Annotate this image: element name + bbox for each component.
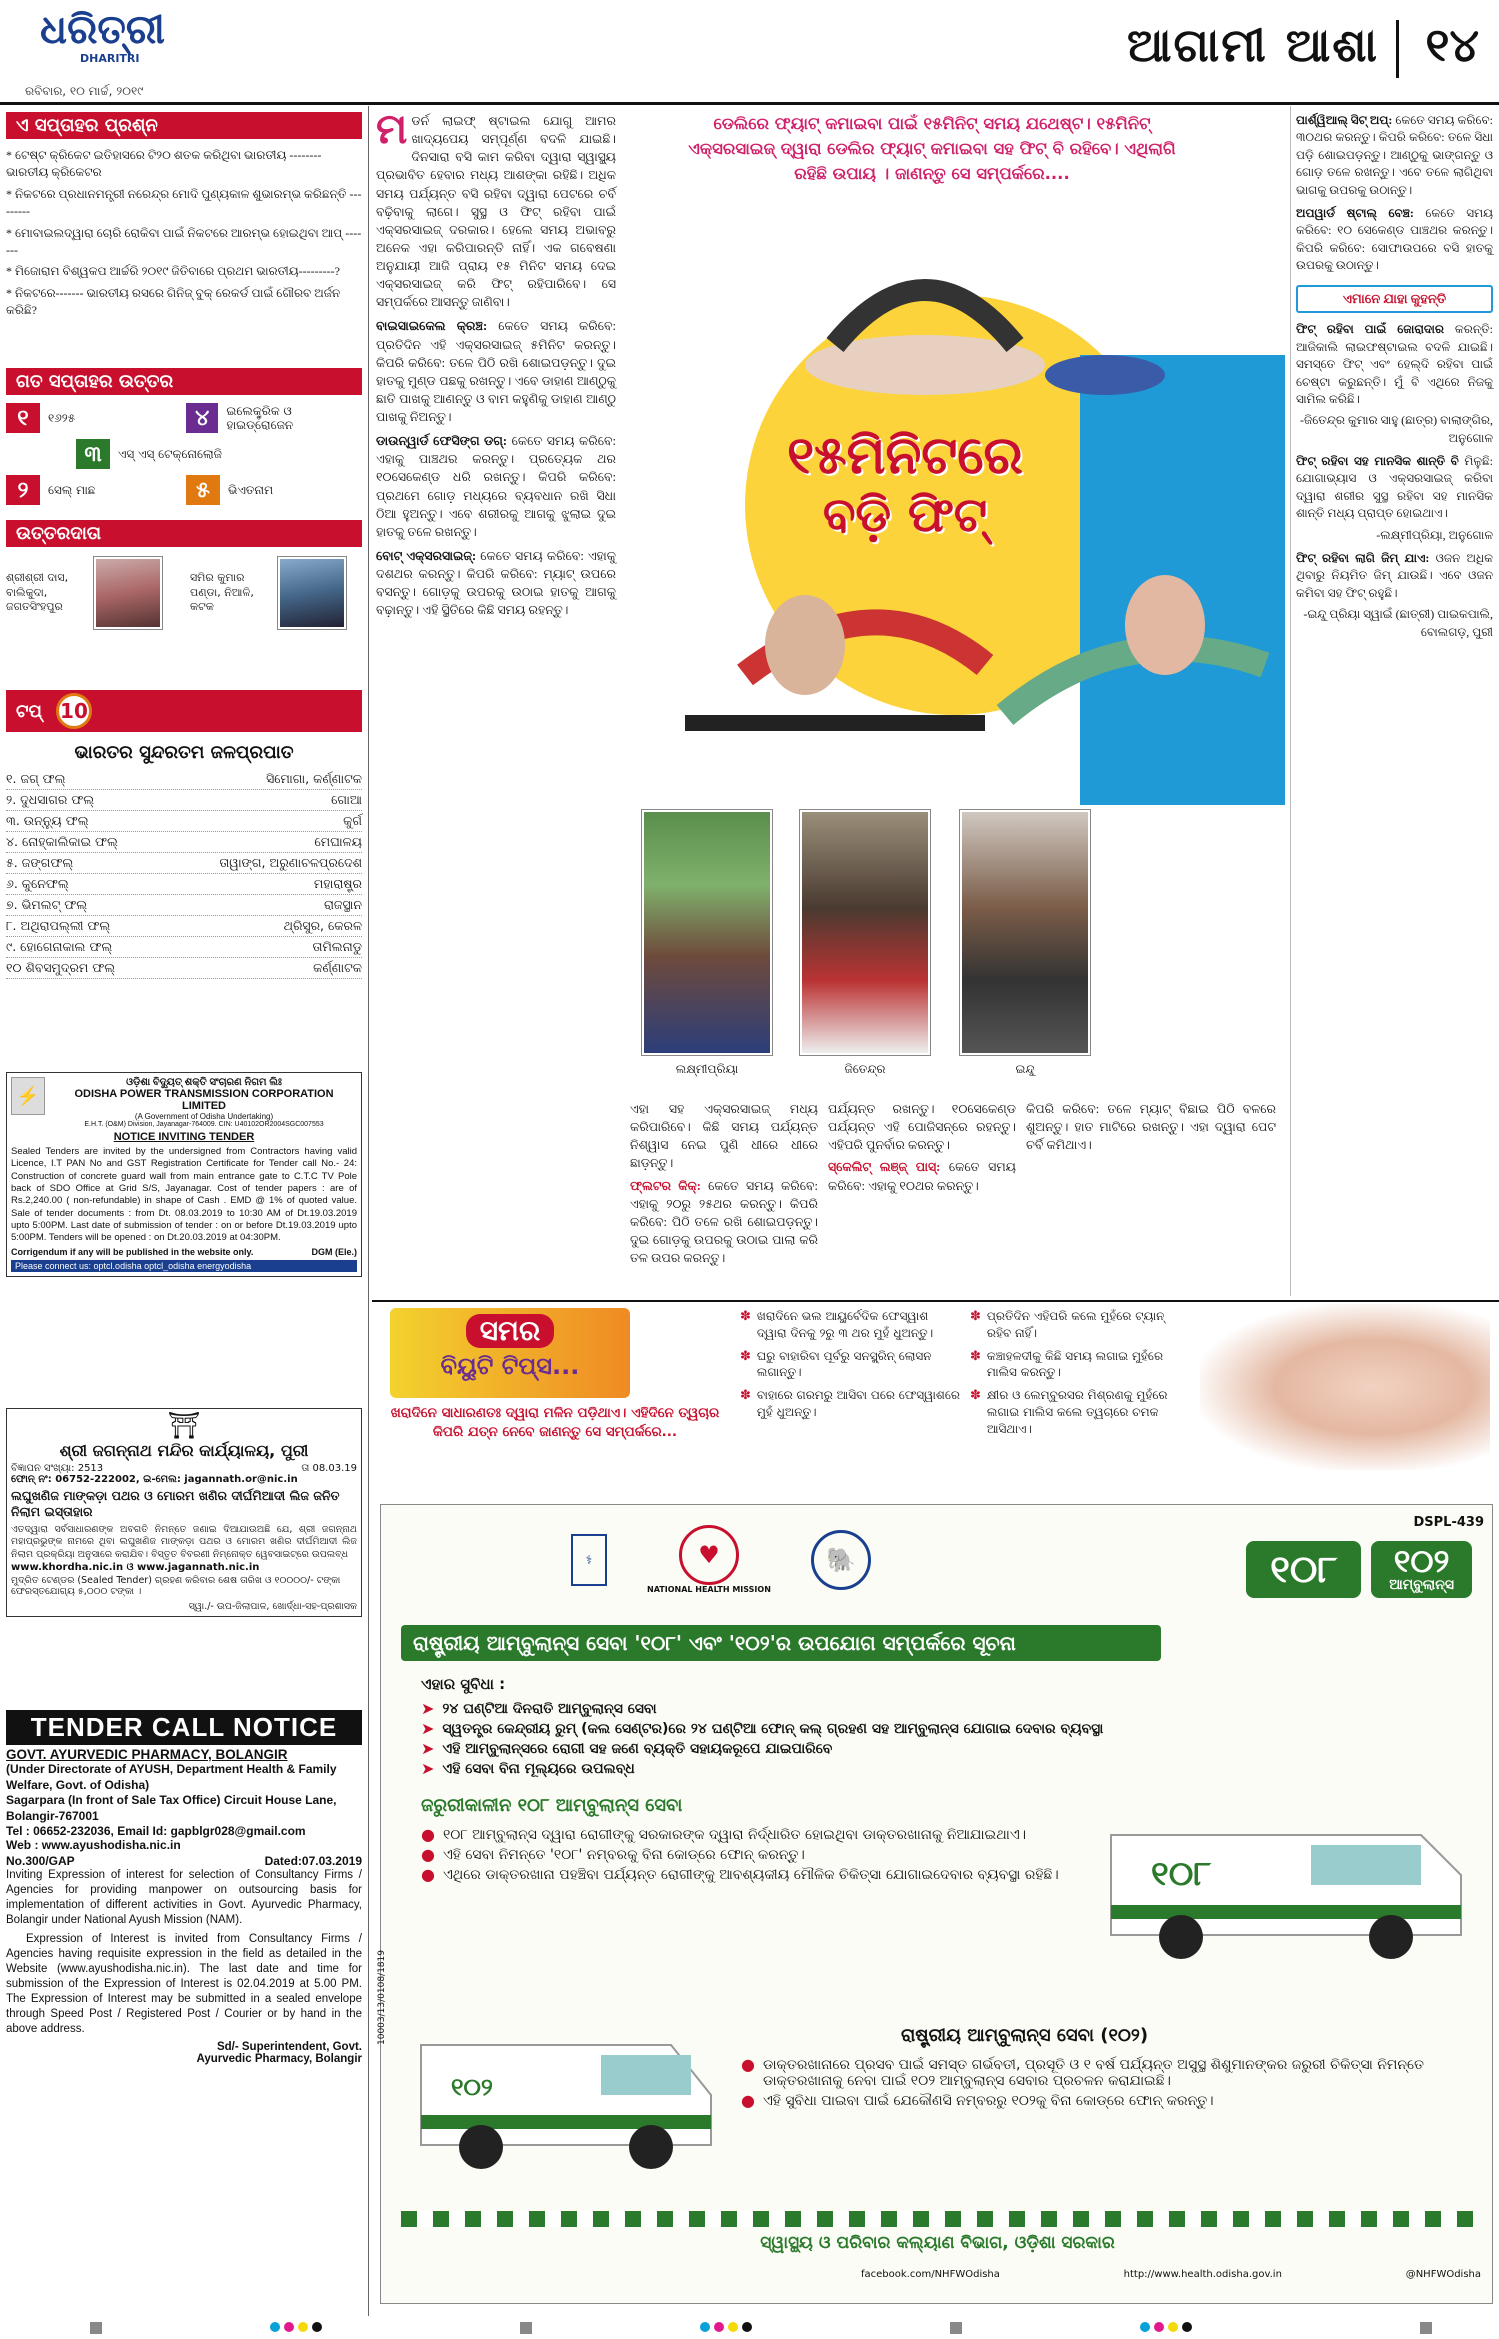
waterfall-name: ୬. କୁନେଫଲ୍ (6, 876, 69, 891)
top10-header (6, 690, 362, 732)
waterfall-place: ତାୱାଙ୍ଗ, ଅରୁଣାଚଳପ୍ରଦେଶ (219, 855, 362, 870)
answer-number: ୪ (186, 403, 218, 433)
winners-header: ଉତ୍ତରଦାତା (6, 520, 362, 547)
registration-mark (950, 2322, 962, 2334)
tip-text: ପ୍ରତିଦିନ ଏହିପରି କଲେ ମୁହଁରେ ଟ୍ୟାନ୍ ରହିବ ନାହିଁ। (986, 1309, 1165, 1340)
tender-contact: Tel : 06652-232036, Email Id: gapblgr028@gmail.com (6, 1824, 306, 1839)
tip-bullet-icon: ✽ (740, 1388, 751, 1404)
tender-no: No.300/GAP (6, 1854, 75, 1869)
ambulance-102-icon (401, 1985, 731, 2185)
answer-item (186, 475, 356, 505)
ad-features-head: ଏହାର ସୁବିଧା : (421, 1675, 506, 1693)
subhead: ଫ୍ଲଟର କିକ୍: (630, 1178, 701, 1193)
speaker-photos (640, 810, 1110, 1090)
bullet-icon: ● (421, 1825, 435, 1844)
top10-row (6, 937, 362, 958)
quiz-section (6, 112, 362, 324)
tender-signer1: Sd/- Superintendent, Govt. (216, 2040, 362, 2053)
tender-web: Web : www.ayushodisha.nic.in (6, 1838, 181, 1853)
ad-footer: ସ୍ୱାସ୍ଥ୍ୟ ଓ ପରିବାର କଲ୍ୟାଣ ବିଭାଗ, ଓଡ଼ିଶା ସରକାର (760, 2233, 1115, 2253)
answer-number: ୧ (6, 403, 40, 433)
article-text: କେତେ ସମୟ କରିବେ: ଏହାକୁ ୧୦ଥର କରନ୍ତୁ। (828, 1160, 1016, 1193)
website-link[interactable]: http://www.health.odisha.gov.in (1123, 2269, 1282, 2280)
quiz-header: ଏ ସପ୍ତାହର ପ୍ରଶ୍ନ (6, 112, 362, 139)
bullet-icon: ● (741, 2091, 755, 2110)
ad-feature (421, 1721, 1201, 1737)
tip-bullet-icon: ✽ (970, 1309, 981, 1324)
optcl-title: NOTICE INVITING TENDER (113, 1131, 255, 1143)
beauty-tip (970, 1387, 1190, 1437)
tender-addr: Sagarpara (In front of Sale Tax Office) Circuit House Lane, Bolangir-767001 (6, 1793, 337, 1823)
article-text: କେତେ ସମୟ କରିବେ: ଏହାକୁ ପାଞ୍ଚଥର କରନ୍ତୁ। ପ୍ରତ୍ୟେକ ଥର ୧୦ସେକେଣ୍ଡ ଧରି ରଖନ୍ତୁ। କିପରି କରିବେ: ପ୍ରଥମେ ଗୋଡ଼ ମଧ୍ୟରେ ବ୍ୟବଧାନ ରଖି ସିଧା ଠିଆ ହୁଅନ୍ତୁ। ଏବେ ଶରୀରକୁ ଆଗକୁ ଝୁଲାଇ ଦୁଇ ହାତକୁ ତଳେ ରଖନ୍ତୁ। (376, 434, 617, 539)
registration-mark (1420, 2322, 1432, 2334)
top10-row (6, 853, 362, 874)
answer-item (186, 403, 356, 433)
optcl-tender (6, 1072, 362, 1277)
winners-section (6, 520, 362, 629)
health-ad (377, 1504, 1493, 2304)
top10-row (6, 958, 362, 979)
waterfall-name: ୮. ଅଥିରାପଲ୍ଲୀ ଫଲ୍ (6, 918, 111, 933)
jagannath-notice (6, 1408, 362, 1617)
answers-header: ଗତ ସପ୍ତାହର ଉତ୍ତର (6, 368, 362, 395)
ad-emergency-text: ଏଥିରେ ଡାକ୍ତରଖାନା ପହଞ୍ଚିବା ପର୍ଯ୍ୟନ୍ତ ରୋଗୀଙ୍କୁ ଆବଶ୍ୟକୀୟ ମୌଳିକ ଚିକିତ୍ସା ଯୋଗାଇଦେବାର ବ୍ୟବସ୍ଥା ରହିଛି। (442, 1867, 1059, 1883)
article-col3 (828, 1100, 1016, 1195)
bullet-icon: ● (741, 2055, 755, 2074)
speaker-caption: ଲକ୍ଷ୍ମୀପ୍ରିୟା (675, 1062, 739, 1076)
quiz-question: * ନିକଟରେ------- ଭାରତୀୟ ରସରେ ଗିନିଜ୍ ବୁକ୍ ରେକର୍ଡ ପାଇଁ ଗୌରବ ଅର୍ଜନ କରିଛି? (6, 285, 341, 318)
answers-grid (6, 403, 362, 513)
jagannath-heading: ଲଘୁଖଣିଜ ମାଙ୍କଡ଼ା ପଥର ଓ ମୋରମ ଖଣିର ଦୀର୍ଘମିଆଦୀ ଲିଜ ଜନିତ ନିଲାମ ଇସ୍ତାହାର (11, 1488, 340, 1520)
jagannath-date: ତା 08.03.19 (301, 1463, 357, 1474)
article-text: କେତେ ସମୟ କରିବେ: ଏହାକୁ ଦଶଥର କରନ୍ତୁ। କିପରି କରିବେ: ମ୍ୟାଟ୍ ଉପରେ ବସନ୍ତୁ। ଗୋଡ଼କୁ ଉପରକୁ ଉଠାଇ ହାତକୁ ଆଗକୁ ବଢ଼ାନ୍ତୁ। ଏହି ସ୍ଥିତିରେ କିଛି ସମୟ ରହନ୍ତୁ। (376, 548, 617, 618)
quote-head: ଫିଟ୍ ରହିବା ସହ ମାନସିକ ଶାନ୍ତି ବି (1296, 454, 1459, 469)
logo (40, 6, 240, 80)
jagannath-sealed: ମୁଦ୍ରିତ ଟେଣ୍ଡର (Sealed Tender) ଗ୍ରହଣ କରିବାର ଶେଷ ତାରିଖ ଓ ୧୦୦୦୦/- ଟଙ୍କା ଫେରସ୍ତଯୋଗ୍ୟ ୫,୦୦୦ ଟଙ୍କା । (11, 1574, 341, 1597)
badge-108: ୧୦୮ (1246, 1541, 1361, 1598)
beauty-title-box (390, 1308, 630, 1398)
date-line: ରବିବାର, ୧୦ ମାର୍ଚ୍ଚ, ୨୦୧୯ (25, 84, 144, 98)
jagannath-contact: ଫୋନ୍ ନଂ: 06752-222002, ଇ-ମେଲ: jagannath.or@nic.in (11, 1474, 298, 1485)
optcl-body: Sealed Tenders are invited by the undersigned from Contractors having valid Licence, I.T PAN No and GST Registration Certificate for Tender call No.- 24: Construction of concrete guard wall from main entrance gate to C.T.C TV Pole back of SDO Office at Grid S/S, Jayanagar. Cost of tender papers : are of Rs.2,240.00 ( non-refundable) in shape of Cash . EMD @ 1% of quoted value. Sale of tender documents : from Dt. 08.03.2019 to 10:30 AM of Dt.19.03.2019 upto 5:00PM. Last date of submission of tender : on or before Dt.19.03.2019 upto 5:00PM. Tenders will be opened : on Dt.20.03.2019 at 04:30PM. (11, 1146, 357, 1244)
winner-photo (94, 557, 162, 629)
ad-102-list (741, 2053, 1461, 2113)
waterfall-place: କର୍ଣ୍ଣାଟକ (313, 960, 362, 975)
subhead: ବୋଟ୍ ଏକ୍ସରସାଇଜ୍: (376, 548, 477, 563)
quote-text: କରନ୍ତି: ଆଜିକାଲି ଲାଇଫଷ୍ଟାଇଲ ବଦଳି ଯାଇଛି। ସମସ୍ତେ ଫିଟ୍ ଏବଂ ହେଲ୍ଦି ରହିବା ପାଇଁ ଚେଷ୍ଟା କରୁଛନ୍ତି। ମୁଁ ବି ଏଥିରେ ନିଜକୁ ସାମିଲ କରିଛି। (1296, 322, 1494, 406)
waterfall-name: ୯. ହୋଗେନାକାଲ ଫଲ୍ (6, 939, 113, 954)
waterfall-place: ସିମୋଗା, କର୍ଣ୍ଣାଟକ (266, 771, 362, 786)
bullet-icon: ● (421, 1865, 435, 1884)
winner-photo (278, 557, 346, 629)
ad-feature (421, 1741, 1201, 1757)
answer-text: ଇଲେକ୍ଟ୍ରିକ ଓ ହାଇଡ୍ରୋଜେନ (226, 403, 294, 432)
quote-text: ମିଳୁଛି: ଯୋଗାଭ୍ୟାସ ଓ ଏକ୍ସରସାଇଜ୍ କରିବା ଦ୍ୱାରା ଶରୀର ସୁସ୍ଥ ରହିବା ସହ ମାନସିକ ଶାନ୍ତି ମଧ୍ୟ ପ୍ରାପ୍ତ ହୋଇଥାଏ। (1296, 454, 1494, 521)
ad-side-code: 10003/13/0108/1819 (377, 1950, 387, 2045)
top10-subtitle: ଭାରତର ସୁନ୍ଦରତମ ଜଳପ୍ରପାତ (74, 742, 294, 763)
speaker-photo (960, 810, 1090, 1055)
waterfall-name: ୩. ଉନ୍ନ୍ୟୁ ଫଲ୍ (6, 813, 89, 828)
beauty-model-photo (1200, 1304, 1490, 1470)
top10-row (6, 916, 362, 937)
registration-mark (90, 2322, 102, 2334)
arrow-icon: ➤ (421, 1699, 435, 1718)
answer-item (6, 403, 176, 433)
top10-row (6, 769, 362, 790)
hero-graphic (625, 195, 1285, 805)
tender-under: (Under Directorate of AYUSH, Department Health & Family Welfare, Govt. of Odisha) (6, 1762, 337, 1792)
tip-text: ବାହାରେ ଗରମରୁ ଆସିବା ପରେ ଫେସ୍‌ୱାଶରେ ମୁହଁ ଧୁଅନ୍ତୁ। (756, 1388, 960, 1419)
tender-body2: Expression of Interest is invited from Consultancy Firms / Agencies having requisite expression in the field as detailed in the Website (www.ayushodisha.nic.in). The last date and time for submission of the Expression of Interest is 02.04.2019 at 5.00 PM. The Expression of Interest may be submitted in a sealed envelope through Speed Post / Registered Post / Courier or by hand in the above address. (6, 1933, 362, 2035)
article-col2 (630, 1100, 818, 1267)
tender-org: GOVT. AYURVEDIC PHARMACY, BOLANGIR (6, 1747, 288, 1762)
quiz-question: * ମିଜୋରାମ ବିଶ୍ୱକପ ଆର୍ଚ୍ଚରି ୨୦୧୯ ଜିତିବାରେ ପ୍ରଥମ ଭାରତୀୟ---------? (6, 264, 340, 279)
beauty-title2: ବିୟୁଟି ଟିପ୍ସ... (440, 1352, 580, 1380)
color-dots (270, 2322, 322, 2332)
logo-sub: DHARITRI (80, 52, 140, 65)
quotes-tag: ଏମାନେ ଯାହା କୁହନ୍ତି (1296, 285, 1493, 314)
badge-102 (1371, 1541, 1472, 1598)
optcl-org: ODISHA POWER TRANSMISSION CORPORATION LIMITED (74, 1088, 334, 1112)
top10-list (6, 769, 362, 979)
waterfall-name: ୧୦ ଶିବସମୁଦ୍ରମ ଫଲ୍ (6, 960, 116, 975)
ambulance-108-icon (1091, 1765, 1481, 1965)
waterfall-name: ୨. ଦୁଧସାଗର ଫଲ୍ (6, 792, 95, 807)
tip-text: କଞ୍ଚାହଳଦୀକୁ କିଛି ସମୟ ଲଗାଇ ମୁହଁରେ ମାଲିସ କରନ୍ତୁ। (986, 1348, 1164, 1380)
article-text: ଏହା ସହ ଏକ୍ସରସାଇଜ୍ ମଧ୍ୟ କରିପାରିବେ। କିଛି ସମୟ ପର୍ଯ୍ୟନ୍ତ ନିଶ୍ୱାସ ନେଇ ପୁଣି ଧୀରେ ଧୀରେ ଛାଡ଼ନ୍ତୁ। (630, 1102, 818, 1171)
tip-text: କ୍ଷୀର ଓ ଲେମ୍ବୁରସର ମିଶ୍ରଣକୁ ମୁହଁରେ ଲଗାଇ ମାଲିସ କଲେ ତ୍ୱଚାରେ ଚମକ ଆସିଥାଏ। (986, 1388, 1168, 1436)
ambulance-102-image (401, 1985, 731, 2185)
headline-line1: ୧୫ମିନିଟରେ (787, 425, 1023, 486)
ad-code: DSPL-439 (1413, 1515, 1484, 1530)
ad-102-item (741, 2093, 1461, 2109)
ad-emergency-text: ଏହି ସେବା ନିମନ୍ତେ '୧୦୮' ନମ୍ବରକୁ ବିନା କୋଡ୍‌ରେ ଫୋନ୍ କରନ୍ତୁ। (442, 1847, 805, 1863)
jagannath-web: www.khordha.nic.in ଓ www.jagannath.nic.in (11, 1561, 260, 1573)
tip-bullet-icon: ✽ (970, 1348, 981, 1364)
ad-102-text: ଏହି ସୁବିଧା ପାଇବା ପାଇଁ ଯେକୌଣସି ନମ୍ବରରୁ ୧୦୨କୁ ବିନା କୋଡ୍‌ରେ ଫୋନ୍ କରନ୍ତୁ। (762, 2093, 1214, 2109)
top10-row (6, 811, 362, 832)
ad-emergency-text: ୧୦୮ ଆମ୍ବୁଲାନ୍ସ ଦ୍ୱାରା ରୋଗୀଙ୍କୁ ସରକାରଙ୍କ ଦ୍ୱାରା ନିର୍ଦ୍ଧାରିତ ହୋଇଥିବା ଡାକ୍ତରଖାନାକୁ ନିଆଯାଇଥାଏ। (442, 1827, 1026, 1843)
arrow-icon: ➤ (421, 1719, 435, 1738)
speaker-photo (800, 810, 930, 1055)
badge-102-num: ୧୦୨ (1393, 1542, 1450, 1580)
ad-102-item (741, 2057, 1461, 2089)
speaker-caption: ଇନ୍ଦୁ (1015, 1062, 1035, 1076)
waterfall-name: ୧. ଜଗ୍ ଫଲ୍ (6, 771, 66, 786)
tip-bullet-icon: ✽ (740, 1309, 751, 1324)
top10-row (6, 895, 362, 916)
waterfall-place: ତାମିଲନାଡୁ (312, 939, 362, 954)
facebook-link[interactable]: facebook.com/NHFWOdisha (861, 2269, 1000, 2280)
waterfall-name: ୭. ଭିମଲଟ୍ ଫଲ୍ (6, 897, 88, 912)
article-text: କିପରି କରିବେ: ତଳେ ମ୍ୟାଟ୍ ବିଛାଇ ପିଠି ବଳରେ ଶୁଅନ୍ତୁ। ହାତ ମାଟିରେ ରଖନ୍ତୁ। ଏହା ଦ୍ୱାରା ପେଟ ଚର୍ବି କମିଥାଏ। (1026, 1102, 1276, 1153)
ad-title: ରାଷ୍ଟ୍ରୀୟ ଆମ୍ବୁଲାନ୍ସ ସେବା '୧୦୮' ଏବଂ '୧୦୨'ର ଉପଯୋଗ ସମ୍ପର୍କରେ ସୂଚନା (401, 1625, 1161, 1661)
tender-title: TENDER CALL NOTICE (6, 1710, 362, 1745)
article-text: କେତେ ସମୟ କରିବେ: ପ୍ରତିଦିନ ଏହି ଏକ୍ସରସାଇଜ୍ ୫ମିନିଟ କରନ୍ତୁ। କିପରି କରିବେ: ତଳେ ପିଠି ରଖି ଶୋଇପଡ଼ନ୍ତୁ। ଦୁଇ ହାତକୁ ମୁଣ୍ଡ ପଛକୁ ରଖନ୍ତୁ। ଏବେ ଡାହାଣ ଆଣ୍ଠୁକୁ ଛାତି ପାଖକୁ ଆଣନ୍ତୁ ଓ ବାମ କହୁଣିକୁ ଡାହାଣ ଆଣ୍ଠୁ ପାଖକୁ ନିଅନ୍ତୁ। (376, 319, 616, 424)
beauty-tip (740, 1387, 960, 1421)
waterfall-place: ମେଘାଳୟ (314, 834, 362, 849)
tender-dated: Dated:07.03.2019 (264, 1854, 362, 1869)
answer-item (76, 439, 246, 469)
article-col4 (1026, 1100, 1276, 1154)
optcl-addr: E.H.T. (O&M) Division, Jayanagar-764009. CIN: U40102OR2004SGC007553 (84, 1121, 324, 1128)
answer-text: ଭିଏତନାମ (228, 482, 274, 497)
top10-row (6, 790, 362, 811)
ad-emergency-head: ଜରୁରୀକାଳୀନ ୧୦୮ ଆମ୍ବୁଲାନ୍ସ ସେବା (421, 1795, 683, 1816)
answer-number: ୫ (186, 475, 220, 505)
waterfall-place: କୁର୍ଗ (343, 813, 362, 828)
waterfall-place: ରାଜସ୍ଥାନ (323, 897, 362, 912)
quiz-question: * ନିକଟରେ ପ୍ରଧାନମନ୍ତ୍ରୀ ନରେନ୍ଦ୍ର ମୋଦି ପୁଣ୍ୟକାଳ ଶୁଭାରମ୍ଭ କରିଛନ୍ତି --------- (6, 186, 362, 219)
quote-by: -ଲକ୍ଷ୍ମୀପ୍ରିୟା, ଅନୁଗୋଳ (1376, 527, 1493, 542)
ad-social (861, 2269, 1481, 2280)
tender-body1: Inviting Expression of interest for selection of Consultancy Firms / Agencies for providing manpower on outsourcing basis for implementation of different activities in Govt. Ayurvedic Pharmacy, Bolangir under National Ayush Mission (NAM). (6, 1869, 362, 1927)
nhm-label: NATIONAL HEALTH MISSION (647, 1585, 771, 1594)
speaker-caption: ଜିତେନ୍ଦ୍ର (844, 1062, 886, 1076)
ad-emergency-item (421, 1847, 1061, 1863)
answer-text: ସେଲ୍ ମାଛ (48, 482, 96, 497)
ad-feature-text: ସ୍ୱତନ୍ତ୍ର କେନ୍ଦ୍ରୀୟ ରୁମ୍ (କଲ ସେଣ୍ଟର)ରେ ୨୪ ଘଣ୍ଟିଆ ଫୋନ୍ କଲ୍ ଗ୍ରହଣ ସହ ଆମ୍ବୁଲାନ୍ସ ଯୋଗାଇ ଦେବାର ବ୍ୟବସ୍ଥା (442, 1721, 1104, 1737)
beauty-tip (970, 1348, 1190, 1382)
article-text: ପର୍ଯ୍ୟନ୍ତ ରଖନ୍ତୁ। ୧୦ସେକେଣ୍ଡ ପର୍ଯ୍ୟନ୍ତ ଏହି ପୋଜିସନ୍‌ରେ ରହନ୍ତୁ। ଏହିପରି ପୁନର୍ବାର କରନ୍ତୁ। (828, 1102, 1016, 1153)
ad-feature-text: ୨୪ ଘଣ୍ଟିଆ ଦିନରାତି ଆମ୍ବୁଲାନ୍ସ ସେବା (442, 1701, 657, 1717)
ambulance-number: ୧୦୮ (1151, 1854, 1212, 1894)
ad-features (421, 1697, 1201, 1781)
ad-feature-text: ଏହି ସେବା ବିନା ମୂଲ୍ୟରେ ଉପଲବ୍ଧ (442, 1761, 635, 1777)
headline (705, 425, 1105, 544)
print-marks (0, 2318, 1499, 2338)
twitter-link[interactable]: @NHFWOdisha (1405, 2269, 1481, 2280)
waterfall-name: ୪. ନୋହ୍‌କାଲିକାଇ ଫଲ୍ (6, 834, 118, 849)
quote-by: -ଇନ୍ଦୁ ପ୍ରିୟା ସ୍ୱାଇଁ (ଛାତ୍ରୀ) ପାଇକପାଲି, ବୋଲଗଡ଼, ପୁରୀ (1303, 607, 1493, 639)
ayurvedic-tender (6, 1710, 362, 2065)
article-text: କେତେ ସମୟ କରିବେ: ୩୦ଥର କରନ୍ତୁ। କିପରି କରିବେ: ତଳେ ସିଧା ପଡ଼ି ଶୋଇପଡ଼ନ୍ତୁ। ଆଣ୍ଠୁକୁ ଭାଙ୍ଗନ୍ତୁ ଓ ଗୋଡ଼ ତଳେ ରଖନ୍ତୁ। ଏବେ ତଳେ ଲାଗିଥିବା ଭାଗକୁ ଉପରକୁ ଉଠାନ୍ତୁ। (1296, 113, 1493, 197)
top10-row (6, 874, 362, 895)
top10-row (6, 832, 362, 853)
tip-text: ଖରାଦିନେ ଭଲ ଆୟୁର୍ବେଦିକ ଫେସ୍‌ୱାଶ ଦ୍ୱାରା ଦିନକୁ ୨ରୁ ୩ ଥର ମୁହଁ ଧୁଅନ୍ତୁ। (756, 1309, 934, 1340)
answer-text: ଏସ୍ ଏସ୍ ଟେକ୍ନୋଲୋଜି (118, 446, 222, 461)
ambulance-number: ୧୦୨ (451, 2073, 493, 2101)
beauty-section (380, 1308, 1493, 1468)
logo-text: ଧରିତ୍ରୀ (40, 6, 165, 53)
jagannath-body: ଏତଦ୍ୱାରା ସର୍ବସାଧାରଣଙ୍କ ଅବଗତି ନିମନ୍ତେ ଜଣାଇ ଦିଆଯାଉଅଛି ଯେ, ଶ୍ରୀ ଜଗନ୍ନାଥ ମହାପ୍ରଭୁଙ୍କ ନାମରେ ଥିବା ଲଘୁଖଣିଜ ମାଙ୍କଡ଼ା ପଥର ଓ ମୋରମ ଖଣିର ଦୀର୍ଘମିଆଦୀ ଲିଜ ନିଲାମ ପ୍ରକ୍ରିୟା ଅନୁସାରେ କରାଯିବ। ବିସ୍ତୃତ ବିବରଣୀ ନିମ୍ନୋକ୍ତ ୱେବସାଇଟ୍‌ରେ ଉପଲବ୍ଧ (11, 1523, 357, 1561)
nhm-logo-icon: ♥ (679, 1525, 739, 1585)
article-text: କେତେ ସମୟ କରିବେ: ଏହାକୁ ୨୦ରୁ ୨୫ଥର କରନ୍ତୁ। କିପରି କରିବେ: ପିଠି ତଳେ ରଖି ଶୋଇପଡ଼ନ୍ତୁ। ଦୁଇ ଗୋଡ଼କୁ ଉପରକୁ ଉଠାଇ ପାଲା କରି ତଳ ଉପର କରନ୍ତୁ। (630, 1178, 818, 1265)
arrow-icon: ➤ (421, 1739, 435, 1758)
tip-bullet-icon: ✽ (970, 1388, 981, 1404)
article-intro: ଡର୍ନ ଲାଇଫ୍ ଷ୍ଟାଇଲ ଯୋଗୁ ଆମର ଖାଦ୍ୟପେୟ ସମ୍ପୂର୍ଣ୍ଣ ବଦଳି ଯାଇଛି। ଦିନସାରା ବସି କାମ କରିବା ଦ୍ୱାରା ସ୍ୱାସ୍ଥ୍ୟ ପ୍ରଭାବିତ ହେବାର ମଧ୍ୟ ଆଶଙ୍କା ରହିଛି। ଅଧିକ ସମୟ ପର୍ଯ୍ୟନ୍ତ ବସି ରହିବା ଦ୍ୱାରା ପେଟରେ ଚର୍ବି ବଢ଼ିବାକୁ ଲାଗେ। ସୁସ୍ଥ ଓ ଫିଟ୍ ରହିବା ପାଇଁ ଏକ୍ସରସାଇଜ୍ ଦରକାର। ହେଲେ ସମୟ ଅଭାବରୁ ଅନେକ ଏହା କରିପାରନ୍ତି ନାହିଁ। ଏକ ଗବେଷଣା ଅନୁଯାୟୀ ଆଜି ପ୍ରାୟ ୧୫ ମିନିଟ ସମୟ ଦେଇ ଏକ୍ସରସାଇଜ୍ କରି ଫିଟ୍ ରହିପାରିବେ। ସେ ସମ୍ପର୍କରେ ଆସନ୍ତୁ ଜାଣିବା। (376, 114, 616, 310)
tender-signer2: Ayurvedic Pharmacy, Bolangir (196, 2052, 362, 2065)
optcl-logo-icon: ⚡ (11, 1077, 45, 1115)
optcl-connect: Please connect us: optcl.odisha optcl_odisha energyodisha (11, 1260, 357, 1272)
waterfall-name: ୫. ଜଙ୍ଗଫଲ୍ (6, 855, 74, 870)
quiz-list (6, 147, 362, 320)
dropcap: ମ (376, 107, 408, 153)
ad-checker-strip (401, 2211, 1474, 2227)
temple-icon: ⛩ (167, 1411, 201, 1441)
quote-text: ଓଜନ ଅଧିକ ଥିବାରୁ ନିୟମିତ ଜିମ୍ ଯାଉଛି। ଏବେ ଓଜନ କମିବା ସହ ଫିଟ୍ ରହୁଛି। (1296, 551, 1493, 600)
article-text: କେତେ ସମୟ କରିବେ: ୧୦ ସେକେଣ୍ଡ ପାଞ୍ଚଥର କରନ୍ତୁ। କିପରି କରିବେ: ସୋଫାଉପରେ ବସି ହାତକୁ ଉପରକୁ ଉଠାନ୍ତୁ। (1296, 205, 1493, 273)
speaker-photo (642, 810, 772, 1055)
subhead: ସ୍କେଲିଟ୍ ଲଞ୍ଜ୍ ପାସ୍: (828, 1160, 941, 1175)
winner-name: ସମିର କୁମାର ପଣ୍ଡା, ନିଆଳି, କଟକ (190, 570, 254, 614)
section-title: ଆଗାମୀ ଆଶା (1126, 18, 1379, 72)
optcl-org-odia: ଓଡ଼ିଶା ବିଦ୍ୟୁତ୍ ଶକ୍ତି ସଂଚାରଣ ନିଗମ ଲିଃ (126, 1077, 282, 1088)
ad-emergency-item (421, 1827, 1061, 1843)
jagannath-title: ଶ୍ରୀ ଜଗନ୍ନାଥ ମନ୍ଦିର କାର୍ଯ୍ୟାଳୟ, ପୁରୀ (59, 1441, 309, 1460)
headline-line2: ବଡ଼ି ଫିଟ୍ (822, 487, 988, 543)
tip-text: ଘରୁ ବାହାରିବା ପୂର୍ବରୁ ସନସ୍କ୍ରିନ୍ ଲୋସନ ଲଗାନ୍ତୁ। (756, 1348, 932, 1380)
bullet-icon: ● (421, 1845, 435, 1864)
ad-feature-text: ଏହି ଆମ୍ବୁଲାନ୍ସରେ ରୋଗୀ ସହ ଜଣେ ବ୍ୟକ୍ତି ସହାୟକରୂପେ ଯାଇପାରିବେ (442, 1741, 833, 1757)
article-right-col (1296, 112, 1493, 641)
winner-name: ଶ୍ରୀଶ୍ରୀ ଦାସ, ବାଲିକୁଦା, ଜଗତସିଂହପୁର (6, 570, 69, 614)
answers-section (6, 368, 362, 513)
page-number: ୧୪ (1425, 18, 1479, 72)
waterfall-place: ଗୋଆ (331, 792, 362, 807)
quote-head: ଫିଟ୍ ରହିବା ପାଇଁ ଜୋରାଦାର (1296, 322, 1444, 337)
optcl-corrigendum: Corrigendum if any will be published in the website only. (11, 1246, 254, 1257)
color-dots (1140, 2322, 1192, 2332)
article-deck: ଡେଲିରେ ଫ୍ୟାଟ୍ କମାଇବା ପାଇଁ ୧୫ମିନିଟ୍ ସମୟ ଯଥେଷ୍ଟ। ୧୫ମିନିଟ୍ ଏକ୍ସରସାଇଜ୍ ଦ୍ୱାରା ଡେଲିର ଫ୍ୟାଟ୍ କମାଇବା ସହ ଫିଟ୍ ବି ରହିବେ। ଏଥିଲାଗି ରହିଛି ଉପାୟ । ଜାଣନ୍ତୁ ସେ ସମ୍ପର୍କରେ.... (688, 114, 1176, 183)
answer-number: ୩ (76, 439, 110, 469)
odisha-emblem-icon: 🐘 (811, 1530, 871, 1590)
quote-head: ଫିଟ୍ ରହିବା ଲାଗି ଜିମ୍ ଯାଏ: (1296, 551, 1430, 566)
jagannath-signer: ସ୍ୱା./- ଉପ-ଜିଲାପାଳ, ଖୋର୍ଦ୍ଧା-ସହ-ପ୍ରଶାସକ (188, 1600, 357, 1612)
badge-102-label: ଆମ୍ବୁଲାନ୍ସ (1389, 1577, 1454, 1593)
beauty-tips-right (970, 1308, 1190, 1444)
ambulance-badges (1246, 1541, 1472, 1598)
arrow-icon: ➤ (421, 1759, 435, 1778)
waterfall-place: ମହାରାଷ୍ଟ୍ର (313, 876, 362, 891)
waterfall-place: ଥ୍ରିସୁର, କେରଳ (283, 918, 362, 933)
subhead: ବାଇସାଇକେଲ କ୍ରଞ୍ଚ: (376, 319, 488, 334)
subhead: ଅପୱାର୍ଡ ଷ୍ଟାଲ୍ ବେଞ୍ଚ: (1296, 205, 1414, 220)
registration-mark (520, 2322, 532, 2334)
top10-number: 10 (56, 693, 92, 729)
masthead (0, 0, 1499, 105)
top10-label: ଟପ୍ (16, 700, 42, 722)
ad-102-text: ଡାକ୍ତରଖାନାରେ ପ୍ରସବ ପାଇଁ ସମସ୍ତ ଗର୍ଭବତୀ, ପ୍ରସୂତି ଓ ୧ ବର୍ଷ ପର୍ଯ୍ୟନ୍ତ ଅସୁସ୍ଥ ଶିଶୁମାନଙ୍କର ଜରୁରୀ ଚିକିତ୍ସା ନିମନ୍ତେ ଡାକ୍ତରଖାନାକୁ ନେବା ପାଇଁ ୧୦୨ ଆମ୍ବୁଲାନ୍ସ ସେବାର ପ୍ରଚଳନ କରାଯାଇଛି। (762, 2057, 1424, 2089)
answer-item (6, 475, 176, 505)
ad-feature (421, 1761, 1201, 1777)
ambulance-108-image (1091, 1765, 1481, 1965)
beauty-tip (740, 1308, 960, 1342)
quiz-question: * ଟେଷ୍ଟ କ୍ରିକେଟ ଇତିହାସରେ ଟି୨୦ ଶତକ କରିଥିବା ଭାରତୀୟ --------ଭାରତୀୟ କ୍ରିକେଟର (6, 148, 322, 180)
ad-emergency-item (421, 1867, 1061, 1883)
color-dots (700, 2322, 752, 2332)
article-col1 (376, 107, 617, 619)
ad-feature (421, 1701, 1201, 1717)
quiz-question: * ମୋବାଇଲଦ୍ୱାରା ଚୋରି ରୋକିବା ପାଇଁ ନିକଟରେ ଆରମ୍ଭ ହୋଇଥିବା ଆପ୍ ------- (6, 225, 362, 257)
jagannath-notice-no: ବିଜ୍ଞାପନ ସଂଖ୍ୟା: 2513 (11, 1463, 104, 1474)
optcl-org-sub: (A Government of Odisha Undertaking) (134, 1112, 274, 1121)
beauty-tip (970, 1308, 1190, 1342)
beauty-title1: ସମର (466, 1314, 554, 1348)
ad-logos (571, 1525, 871, 1594)
subhead: ଡାଉନ୍‌ୱାର୍ଡ ଫେସିଙ୍ଗ ଡଗ୍: (376, 434, 508, 449)
optcl-signer: DGM (Ele.) (311, 1246, 357, 1257)
ministry-logo-icon: ⚕ (571, 1534, 607, 1586)
beauty-tips-left (740, 1308, 960, 1427)
answer-number: ୨ (6, 475, 40, 505)
beauty-sub: ଖରାଦିନେ ସାଧାରଣତଃ ଦ୍ୱାରା ମଳିନ ପଡ଼ିଥାଏ। ଏହିଦିନେ ତ୍ୱଚାର କିପରି ଯତ୍ନ ନେବେ ଜାଣନ୍ତୁ ସେ ସମ୍ପର୍କରେ... (390, 1405, 720, 1440)
answer-text: ୧୬୨୫ (48, 410, 76, 425)
ad-102-head: ରାଷ୍ଟ୍ରୀୟ ଆମ୍ବୁଲାନ୍ସ ସେବା (୧୦୨) (901, 2025, 1149, 2046)
tip-bullet-icon: ✽ (740, 1348, 751, 1364)
quote-by: -ଜିତେନ୍ଦ୍ର କୁମାର ସାହୁ (ଛାତ୍ର) ବାଲାଙ୍ଗିର, ଅନୁଗୋଳ (1299, 413, 1493, 445)
ad-emergency-list (421, 1823, 1061, 1887)
top10-section (6, 690, 362, 979)
beauty-tip (740, 1348, 960, 1382)
subhead: ପାର୍ଶ୍ୱିଆଲ୍ ସିଟ୍ ଅପ୍: (1296, 113, 1393, 127)
